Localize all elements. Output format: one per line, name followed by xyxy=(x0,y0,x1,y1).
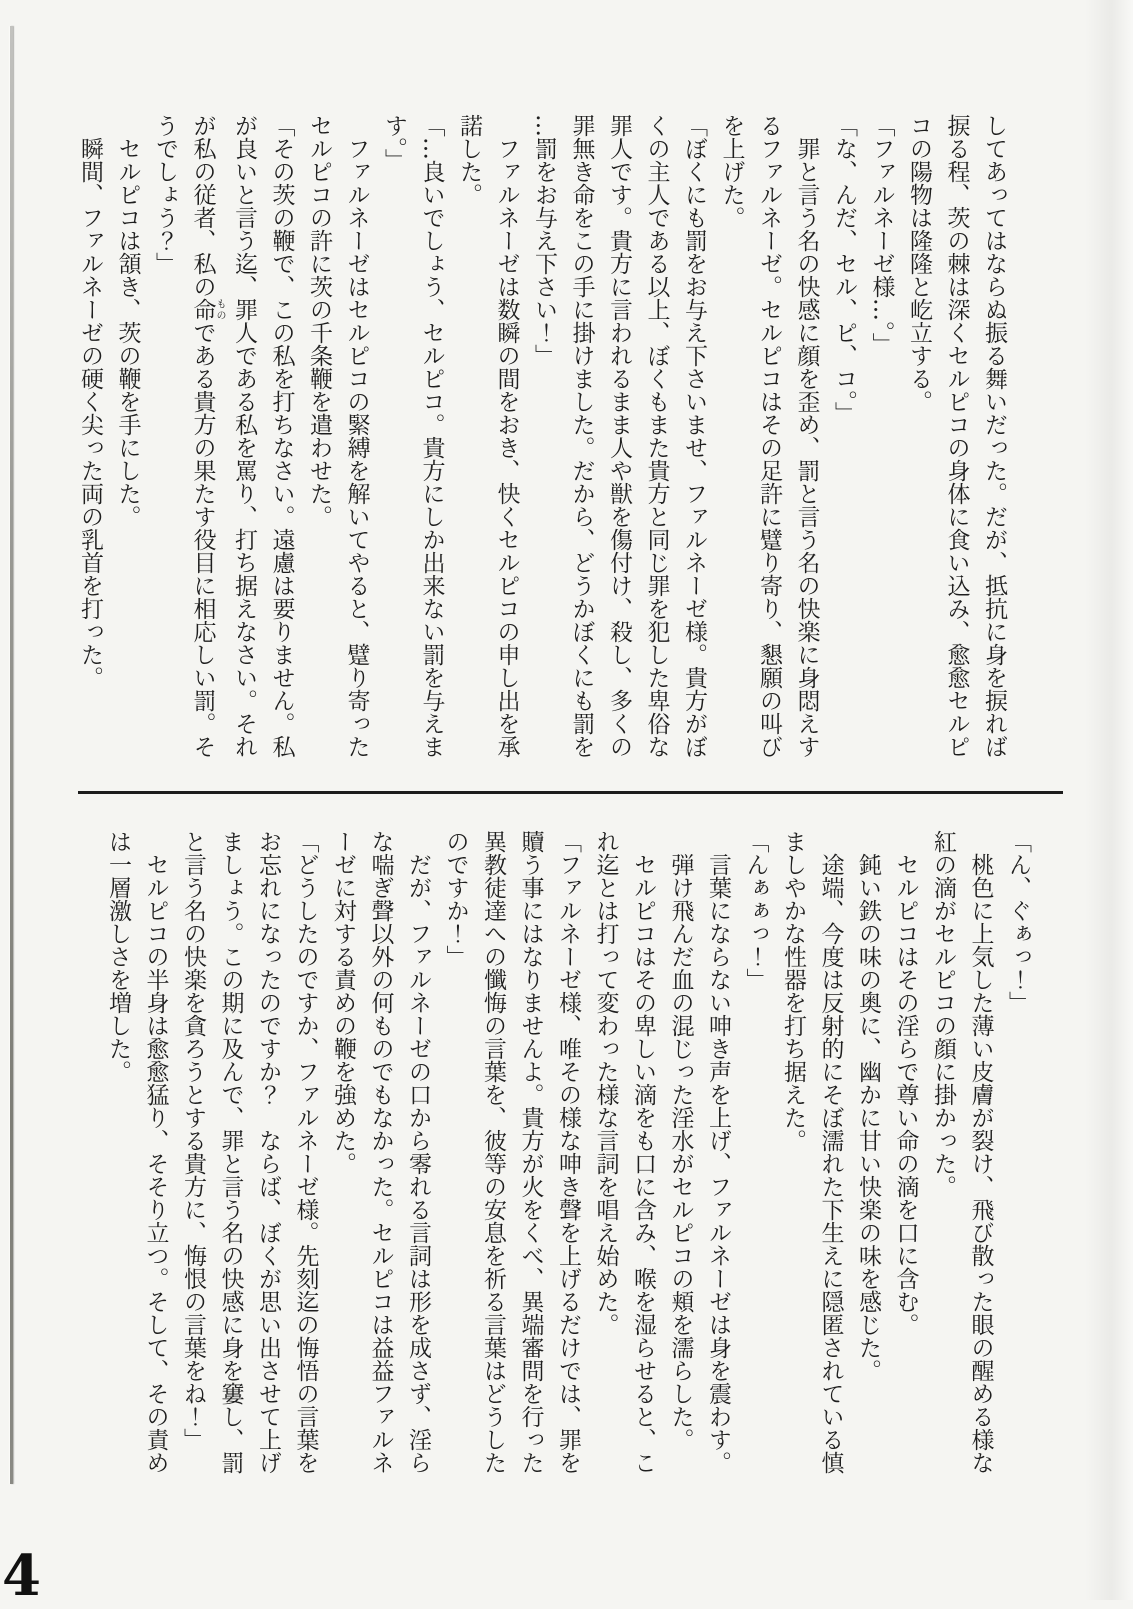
text-column: コの陽物は隆隆と屹立する。 xyxy=(906,114,932,413)
text-column: セルピコはその淫らで尊い命の滴を口に含む。 xyxy=(892,853,919,1336)
text-column: 桃色に上気した薄い皮膚が裂け、飛び散った眼の醒める様な xyxy=(967,853,994,1474)
text-column: …罰をお与え下さい！」 xyxy=(531,114,557,367)
text-column: ましょう。この期に及んで、罪と言う名の快感に身を窶し、罰 xyxy=(217,830,244,1474)
text-column: 言葉にならない呻き声を上げ、ファルネーゼは身を震わす。 xyxy=(705,853,731,1474)
text-column: は一層激しさを増した。 xyxy=(105,830,131,1083)
bottom-text-block xyxy=(98,830,1036,1476)
text-column: 紅の滴がセルピコの顔に掛かった。 xyxy=(930,830,956,1198)
text-column: ましやかな性器を打ち据えた。 xyxy=(780,830,806,1152)
text-column: くの主人である以上、ぼくもまた貴方と同じ罪を犯した卑俗な xyxy=(643,114,670,758)
text-column: セルピコの半身は愈愈猛り、そそり立つ。そして、その責め xyxy=(142,853,169,1474)
text-column: 「ん、ぐぁっ！」 xyxy=(1005,830,1031,1014)
text-column: 罪人です。貴方に言われるまま人や獣を傷付け、殺し、多くの xyxy=(606,114,632,758)
text-column: が私の従者、私の命ものである貴方の果たす役目に相応しい罰。そ xyxy=(189,114,225,758)
text-column: のですか！」 xyxy=(442,830,469,968)
text-column: 罪無き命をこの手に掛けました。だから、どうかぼくにも罰を xyxy=(568,114,595,758)
text-column: 「その茨の鞭で、この私を打ちなさい。遠慮は要りません。私 xyxy=(268,114,295,758)
text-column: 罪と言う名の快感に顔を歪め、罰と言う名の快楽に身悶えす xyxy=(793,137,820,758)
text-column: な喘ぎ聲以外の何ものでもなかった。セルピコは益益ファルネ xyxy=(367,830,394,1474)
text-column: ーゼに対する責めの鞭を強めた。 xyxy=(330,830,356,1175)
text-column: 鈍い鉄の味の奥に、幽かに甘い快楽の味を感じた。 xyxy=(855,853,881,1382)
text-column: を上げた。 xyxy=(718,114,745,229)
text-column: るファルネーゼ。セルピコはその足許に躄り寄り、懇願の叫び xyxy=(756,114,782,758)
text-column: ファルネーゼはセルピコの緊縛を解いてやると、躄り寄った xyxy=(343,137,370,758)
text-column: 異教徒達への懺悔の言葉を、彼等の安息を祈る言葉はどうした xyxy=(480,830,506,1474)
text-column: 「ぼくにも罰をお与え下さいませ、ファルネーゼ様。貴方がぼ xyxy=(681,114,707,758)
text-column: だが、ファルネーゼの口から零れる言詞は形を成さず、淫ら xyxy=(405,853,431,1474)
section-divider xyxy=(78,791,1063,794)
text-column: 「ファルネーゼ様、唯その様な呻き聲を上げるだけでは、罪を xyxy=(555,830,581,1474)
text-column: 瞬間、ファルネーゼの硬く尖った両の乳首を打った。 xyxy=(77,137,103,689)
text-column: と言う名の快楽を貪ろうとする貴方に、悔恨の言葉をね！」 xyxy=(180,830,206,1451)
top-text-block xyxy=(74,114,1012,760)
text-column: 「な、んだ、セル、ピ、コ。」 xyxy=(831,114,857,425)
page-number: 4 xyxy=(2,1543,41,1609)
text-column: 弾け飛んだ血の混じった淫水がセルピコの頬を濡らした。 xyxy=(667,853,694,1451)
text-column: 「んぁぁっ！」 xyxy=(742,830,769,991)
text-column: セルピコはその卑しい滴をも口に含み、喉を湿らせると、こ xyxy=(630,853,656,1474)
scan-edge-shade xyxy=(1085,0,1133,1600)
text-column: 「どうしたのですか、ファルネーゼ様。先刻迄の悔悟の言葉を xyxy=(292,830,319,1474)
text-column: 贖う事にはなりませんよ。貴方が火をくべ、異端審問を行った xyxy=(517,830,544,1474)
text-column: 捩る程、茨の棘は深くセルピコの身体に食い込み、愈愈セルピ xyxy=(943,114,970,758)
text-column: してあってはならぬ振る舞いだった。だが、抵抗に身を捩れば xyxy=(981,114,1007,758)
text-column: ファルネーゼは数瞬の間をおき、快くセルピコの申し出を承 xyxy=(493,137,520,758)
text-column: 「ファルネーゼ様…。」 xyxy=(868,114,895,356)
text-column: が良いと言う迄、罪人である私を罵り、打ち据えなさい。それ xyxy=(231,114,257,758)
text-column: れ迄とは打って変わった様な言詞を唱え始めた。 xyxy=(592,830,619,1336)
text-column: セルピコの許に茨の千条鞭を遣わせた。 xyxy=(306,114,332,528)
text-column: す。」 xyxy=(381,114,407,172)
text-column: 諾した。 xyxy=(456,114,482,206)
left-binding-line xyxy=(10,26,13,1484)
text-column: うでしょう？」 xyxy=(152,114,178,275)
text-column: お忘れになったのですか？ ならば、ぼくが思い出させて上げ xyxy=(255,830,281,1474)
text-column: 途端、今度は反射的にそぼ濡れた下生えに隠匿されている慎 xyxy=(817,853,844,1474)
text-column: 「…良いでしょう、セルピコ。貴方にしか出来ない罰を与えま xyxy=(418,114,445,758)
text-column: セルピコは頷き、茨の鞭を手にした。 xyxy=(114,137,141,528)
